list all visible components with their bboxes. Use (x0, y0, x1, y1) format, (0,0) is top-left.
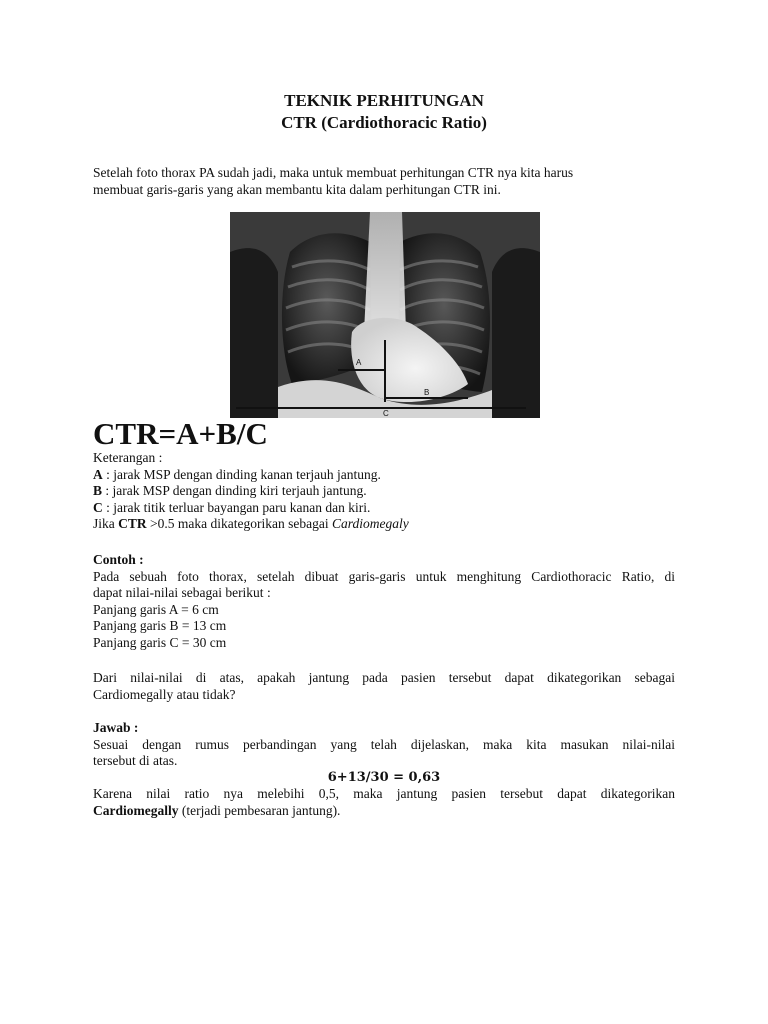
keterangan-section (93, 450, 675, 533)
jika-term: Cardiomegaly (331, 516, 409, 532)
keterangan-jika (93, 516, 675, 533)
jika-pre: Jika (93, 516, 119, 532)
jawab-line-3: Karena nilai ratio nya melebihi 0,5, maka jantung pasien tersebut dapat dikategorikan (93, 786, 675, 802)
key-b: B (93, 483, 103, 499)
jawab-line-2: tersebut di atas. (93, 753, 178, 769)
xray-label-c: C (383, 409, 389, 418)
jawab-conclusion (93, 803, 675, 820)
contoh-section (93, 552, 675, 652)
title-line-1: TEKNIK PERHITUNGAN (284, 91, 484, 110)
keterangan-a (93, 467, 675, 484)
keterangan-c (93, 500, 675, 517)
conclusion-rest: (terjadi pembesaran jantung). (178, 802, 341, 818)
conclusion-term: Cardiomegally (93, 802, 179, 818)
chest-xray-image (230, 212, 540, 418)
jawab-heading: Jawab : (93, 720, 139, 735)
jawab-line-1: Sesuai dengan rumus perbandingan yang telah dijelaskan, maka kita masukan nilai-nilai (93, 736, 675, 752)
document-title (93, 90, 675, 134)
chest-xray-illustration (230, 212, 540, 418)
jawab-calculation: 6+13/30 = 0,63 (327, 769, 441, 785)
jika-ctr: CTR (118, 516, 147, 532)
contoh-heading: Contoh : (93, 552, 144, 567)
contoh-line-1: Pada sebuah foto thorax, setelah dibuat garis-garis untuk menghitung Cardiothoracic Ratio, di (93, 568, 675, 584)
desc-a: : jarak MSP dengan dinding kanan terjauh jantung. (102, 466, 381, 482)
contoh-c: Panjang garis C = 30 cm (93, 634, 227, 650)
question-line-2: Cardiomegally atau tidak? (93, 686, 236, 702)
keterangan-b (93, 483, 675, 500)
key-c: C (93, 499, 103, 515)
question-section (93, 670, 675, 703)
intro-paragraph (93, 164, 675, 198)
ctr-formula: CTR=A+B/C (93, 416, 268, 451)
desc-c: : jarak titik terluar bayangan paru kanan dan kiri. (102, 499, 371, 515)
title-line-2: CTR (Cardiothoracic Ratio) (281, 113, 487, 132)
intro-line-1: Setelah foto thorax PA sudah jadi, maka untuk membuat perhitungan CTR nya kita harus (93, 165, 574, 180)
desc-b: : jarak MSP dengan dinding kiri terjauh jantung. (102, 483, 367, 499)
key-a: A (93, 466, 103, 482)
intro-line-2: membuat garis-garis yang akan membantu kita dalam perhitungan CTR ini. (93, 182, 501, 197)
contoh-line-2: dapat nilai-nilai sebagai berikut : (93, 585, 271, 601)
jika-mid: >0.5 maka dikategorikan sebagai (146, 516, 332, 532)
xray-label-b: B (424, 388, 430, 397)
jawab-section (93, 720, 675, 820)
question-line-1: Dari nilai-nilai di atas, apakah jantung pada pasien tersebut dapat dikategorikan sebagai (93, 670, 675, 685)
contoh-a: Panjang garis A = 6 cm (93, 601, 219, 617)
contoh-b: Panjang garis B = 13 cm (93, 618, 227, 634)
keterangan-heading: Keterangan : (93, 450, 163, 465)
xray-label-a: A (356, 358, 362, 367)
